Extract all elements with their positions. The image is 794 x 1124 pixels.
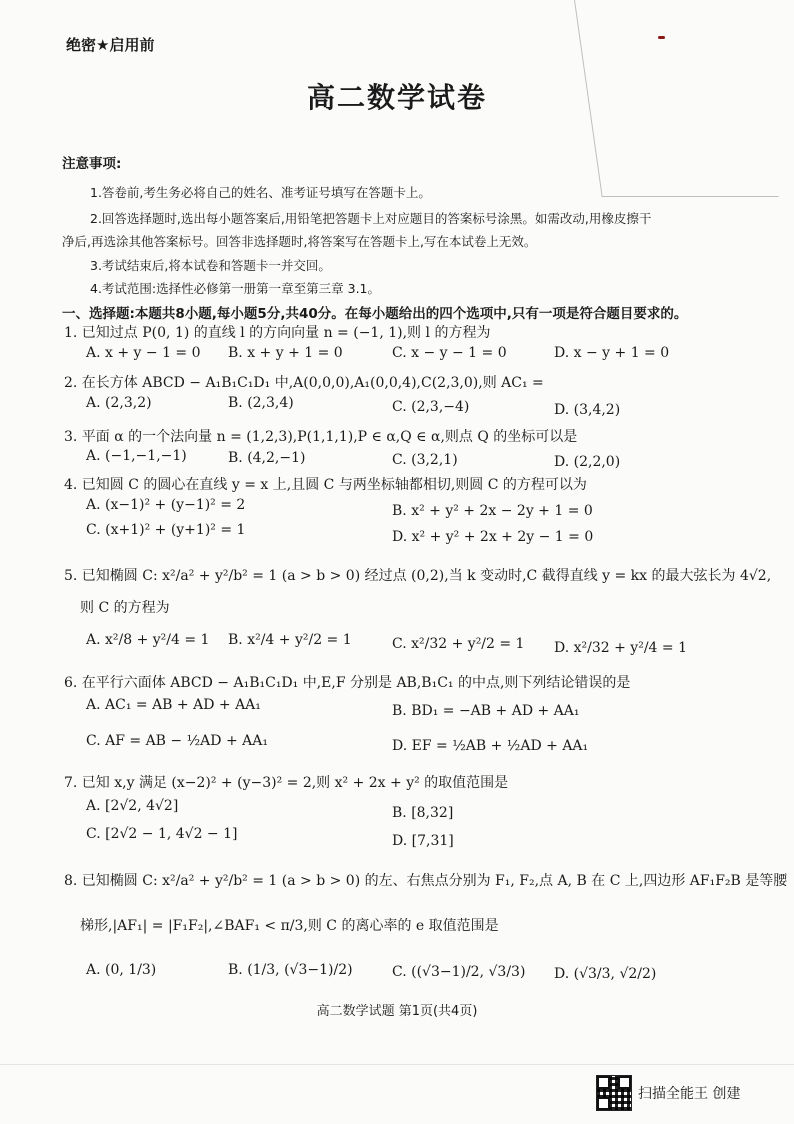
scanner-watermark: 扫描全能王 创建 (638, 1086, 741, 1102)
option-c: C. AF = AB − ½AD + AA₁ (86, 733, 268, 749)
notice-item: 净后,再选涂其他答案标号。回答非选择题时,将答案写在答题卡上,写在本试卷上无效。 (62, 234, 537, 249)
question-stem: 1. 已知过点 P(0, 1) 的直线 l 的方向向量 n = (−1, 1),则 l 的方程为 (64, 325, 491, 341)
option-d: D. x − y + 1 = 0 (554, 345, 670, 361)
option-a: A. (−1,−1,−1) (86, 448, 187, 464)
notice-item: 3.考试结束后,将本试卷和答题卡一并交回。 (90, 258, 331, 273)
notice-item: 1.答卷前,考生务必将自己的姓名、准考证号填写在答题卡上。 (90, 185, 431, 200)
question-stem: 3. 平面 α 的一个法向量 n = (1,2,3),P(1,1,1),P ∈ α,Q ∈ α,则点 Q 的坐标可以是 (64, 429, 578, 445)
option-d: D. x²/32 + y²/4 = 1 (554, 640, 687, 656)
option-c: C. [2√2 − 1, 4√2 − 1] (86, 826, 238, 842)
question-stem: 7. 已知 x,y 满足 (x−2)² + (y−3)² = 2,则 x² + 2x + y² 的取值范围是 (64, 775, 509, 791)
option-b: B. x² + y² + 2x − 2y + 1 = 0 (392, 503, 593, 519)
question-stem: 2. 在长方体 ABCD − A₁B₁C₁D₁ 中,A(0,0,0),A₁(0,0,4),C(2,3,0),则 AC₁ = (64, 375, 544, 391)
question-stem-cont: 梯形,|AF₁| = |F₁F₂|,∠BAF₁ < π/3,则 C 的离心率的 e 取值范围是 (80, 918, 499, 934)
notice-item: 2.回答选择题时,选出每小题答案后,用铅笔把答题卡上对应题目的答案标号涂黑。如需改动,用橡皮擦干 (90, 211, 652, 226)
option-d: D. [7,31] (392, 833, 454, 849)
option-c: C. (x+1)² + (y+1)² = 1 (86, 522, 246, 538)
option-a: A. x + y − 1 = 0 (86, 345, 201, 361)
option-d: D. EF = ½AB + ½AD + AA₁ (392, 738, 589, 754)
option-a: A. AC₁ = AB + AD + AA₁ (86, 697, 261, 713)
option-a: A. (0, 1/3) (86, 962, 157, 978)
divider (0, 1064, 794, 1065)
option-a: A. x²/8 + y²/4 = 1 (86, 632, 210, 648)
option-d: D. (√3/3, √2/2) (554, 966, 657, 982)
page-title: 高二数学试卷 (306, 81, 487, 114)
option-a: A. [2√2, 4√2] (86, 798, 179, 814)
question-stem: 5. 已知椭圆 C: x²/a² + y²/b² = 1 (a > b > 0) 经过点 (0,2),当 k 变动时,C 截得直线 y = kx 的最大弦长为 4√2, (64, 568, 772, 584)
option-d: D. x² + y² + 2x + 2y − 1 = 0 (392, 529, 594, 545)
option-d: D. (3,4,2) (554, 402, 621, 418)
question-stem-cont: 则 C 的方程为 (80, 600, 170, 616)
option-a: A. (2,3,2) (86, 395, 152, 411)
question-stem: 6. 在平行六面体 ABCD − A₁B₁C₁D₁ 中,E,F 分别是 AB,B₁C₁ 的中点,则下列结论错误的是 (64, 675, 631, 691)
notice-item: 4.考试范围:选择性必修第一册第一章至第三章 3.1。 (90, 281, 380, 296)
option-b: B. x + y + 1 = 0 (228, 345, 343, 361)
option-c: C. ((√3−1)/2, √3/3) (392, 964, 526, 980)
option-b: B. x²/4 + y²/2 = 1 (228, 632, 352, 648)
option-b: B. (2,3,4) (228, 395, 294, 411)
question-stem: 8. 已知椭圆 C: x²/a² + y²/b² = 1 (a > b > 0) 的左、右焦点分别为 F₁, F₂,点 A, B 在 C 上,四边形 AF₁F₂B 是等腰 (64, 873, 788, 889)
option-c: C. x − y − 1 = 0 (392, 345, 507, 361)
ink-speck (658, 36, 665, 39)
option-c: C. x²/32 + y²/2 = 1 (392, 636, 525, 652)
option-d: D. (2,2,0) (554, 454, 621, 470)
notice-heading: 注意事项: (62, 156, 122, 172)
option-b: B. (1/3, (√3−1)/2) (228, 962, 353, 978)
section-heading: 一、选择题:本题共8小题,每小题5分,共40分。在每小题给出的四个选项中,只有一项是符合题目要求的。 (62, 306, 688, 322)
option-b: B. BD₁ = −AB + AD + AA₁ (392, 703, 580, 719)
qr-code-icon (596, 1075, 632, 1111)
option-c: C. (3,2,1) (392, 452, 458, 468)
page-footer: 高二数学试题 第1页(共4页) (316, 1004, 478, 1019)
confidential-label: 绝密★启用前 (66, 36, 155, 54)
option-c: C. (2,3,−4) (392, 399, 470, 415)
option-a: A. (x−1)² + (y−1)² = 2 (86, 497, 246, 513)
option-b: B. (4,2,−1) (228, 450, 306, 466)
question-stem: 4. 已知圆 C 的圆心在直线 y = x 上,且圆 C 与两坐标轴都相切,则圆 C 的方程可以为 (64, 477, 587, 493)
option-b: B. [8,32] (392, 805, 454, 821)
